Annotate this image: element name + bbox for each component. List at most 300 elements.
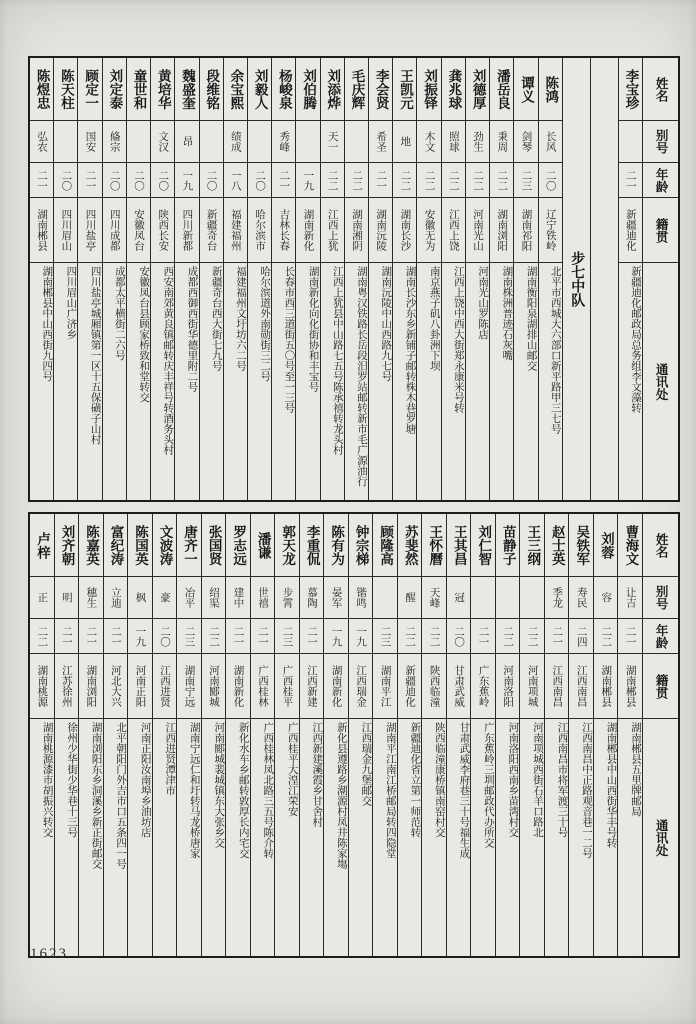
age-cell: 二三 [275,619,299,654]
alias-cell: 弘农 [30,121,53,163]
alias-cell [496,577,520,619]
person-column [53,58,77,500]
unit-divider-column [562,58,590,500]
alias-cell [127,121,150,163]
name-cell: 顾定一 [78,58,101,121]
person-column [397,514,422,956]
native-place-cell: 哈尔滨市 [248,198,271,263]
alias-cell: 豪 [153,577,177,619]
name-cell: 苏斐然 [398,514,422,577]
name-cell: 王三纲 [520,514,544,577]
name-cell: 吴铁军 [569,514,593,577]
address-cell: 湖南粤汉铁路长岳段汨罗站邮转新市毛广源油行 [356,266,368,487]
name-cell: 陈天柱 [54,58,77,121]
address-cell: 湖南平江南江桥邮局转四隐堂 [384,722,396,859]
name-cell: 曹海文 [618,514,642,577]
age-cell: 二一 [618,619,642,654]
native-place-cell: 四川新都 [175,198,198,263]
name-cell: 张国贤 [202,514,226,577]
person-column [392,58,416,500]
person-column [176,514,201,956]
address-cell: 福建福州文圩坊六二号 [234,266,246,371]
native-place-cell: 新疆迪化 [619,198,642,263]
age-cell: 二二 [466,163,489,198]
native-place-cell: 江西南昌 [569,654,593,719]
address-cell: 陕西临潼康桥镇南窑村交 [433,722,445,838]
address-cell: 四川眉山广济乡 [65,266,77,340]
alias-cell: 季龙 [545,577,569,619]
person-column [465,58,489,500]
address-cell: 安徽凤台县顾家桥致和堂转交 [138,266,150,403]
name-cell: 卢梓 [30,514,54,577]
age-cell: 二一 [30,163,53,198]
age-cell: 二〇 [54,163,77,198]
name-cell: 陈煜忠 [30,58,53,121]
age-cell: 二二 [398,619,422,654]
name-cell: 毛庆辉 [345,58,368,121]
native-place-cell: 湖南郴县 [30,198,53,263]
age-cell: 二二 [393,163,416,198]
age-cell: 二〇 [248,163,271,198]
native-place-cell: 江西上犹 [321,198,344,263]
alias-cell: 劲生 [466,121,489,163]
native-place-cell: 四川成都 [103,198,126,263]
alias-cell: 照球 [442,121,465,163]
native-place-cell: 河南洛阳 [496,654,520,719]
name-cell: 黄培华 [151,58,174,121]
person-column [247,58,271,500]
header-label-age: 年龄 [643,163,678,198]
header-label-age: 年龄 [643,619,678,654]
native-place-cell: 湖南新化 [226,654,250,719]
age-cell: 二〇 [103,163,126,198]
address-cell: 江西上饶中西大街郑永康米号转 [452,266,464,413]
alias-cell: 秀峰 [272,121,295,163]
age-cell: 二二 [417,163,440,198]
address-cell: 新化县遵路乡潮源村凤井陈家塲 [335,722,347,869]
alias-cell [296,121,319,163]
age-cell: 二一 [471,619,495,654]
alias-cell: 慕陶 [300,577,324,619]
person-column [223,58,247,500]
address-cell: 河南洛阳西南乡苗湾村交 [507,722,519,838]
person-column [593,514,618,956]
name-cell: 刘齐朝 [55,514,79,577]
name-cell: 王其昌 [447,514,471,577]
native-place-cell: 湖南浏阳 [79,654,103,719]
person-column [77,58,101,500]
alias-cell: 容 [594,577,618,619]
age-cell: 二〇 [200,163,223,198]
person-column [295,58,319,500]
alias-cell [520,577,544,619]
native-place-cell: 河南项城 [520,654,544,719]
native-place-cell: 河南光山 [466,198,489,263]
address-cell: 湖南沅陵中山西路九七号 [380,266,392,382]
native-place-cell: 河南正阳 [128,654,152,719]
alias-cell: 步霄 [275,577,299,619]
native-place-cell: 湖南湘阴 [345,198,368,263]
alias-cell: 世禧 [251,577,275,619]
person-column [513,58,537,500]
native-place-cell: 湖南长沙 [393,198,416,263]
alias-cell: 正 [30,577,54,619]
alias-cell: 天峰 [422,577,446,619]
age-cell: 二三 [514,163,537,198]
address-cell: 新化水车乡邮转敦厚长内宅交 [237,722,249,859]
person-column [201,514,226,956]
age-cell: 二一 [369,163,392,198]
age-cell: 二一 [272,163,295,198]
name-cell: 李宝珍 [619,58,642,121]
alias-cell: 寿民 [569,577,593,619]
name-cell: 龚兆球 [442,58,465,121]
age-cell: 二四 [569,619,593,654]
alias-cell: 晏军 [324,577,348,619]
age-cell: 二二 [345,163,368,198]
alias-cell: 天一 [321,121,344,163]
age-cell: 二三 [373,619,397,654]
alias-cell [345,121,368,163]
native-place-cell: 湖南祁阳 [514,198,537,263]
person-column [617,514,642,956]
address-cell: 江西瑞金九堡邮交 [360,722,372,806]
address-cell: 湖南新化向化街协和丰宝号 [307,266,319,392]
name-cell: 文波涛 [153,514,177,577]
person-column [368,58,392,500]
age-cell: 二二 [321,163,344,198]
native-place-cell: 湖南郴县 [594,654,618,719]
alias-cell: 锴鸣 [349,577,373,619]
person-column [519,514,544,956]
person-column [174,58,198,500]
address-cell: 新疆奇台西大街七九号 [210,266,222,371]
unit-divider-label: 步七中队 [569,251,585,307]
address-cell: 河南正阳汝南埠乡油坊店 [139,722,151,838]
native-place-cell: 湖南郴县 [618,654,642,719]
address-cell: 湖南郴县中山西街九四号 [41,266,53,382]
native-place-cell: 江苏徐州 [55,654,79,719]
header-label-native: 籍贯 [643,198,678,263]
age-cell: 二一 [104,619,128,654]
alias-cell: 冶平 [177,577,201,619]
name-cell: 陈鸿 [539,58,562,121]
person-column [274,514,299,956]
address-cell: 广西桂林凤北路三五号陈介转 [262,722,274,859]
native-place-cell: 新疆迪化 [398,654,422,719]
person-column [152,514,177,956]
person-column [538,58,562,500]
name-cell: 余宝熙 [224,58,247,121]
header-label-name: 姓名 [643,58,678,121]
alias-cell: 醒 [398,577,422,619]
native-place-cell: 湖南桃源 [30,654,54,719]
address-cell: 湖南长沙东乡新铺子邮转株木巷罗塘 [404,266,416,434]
native-place-cell: 四川眉山 [54,198,77,263]
alias-cell: 绍渠 [202,577,226,619]
name-cell: 陈国英 [128,514,152,577]
age-cell: 二二 [422,619,446,654]
name-cell: 赵士英 [545,514,569,577]
person-column [30,514,54,956]
age-cell: 二三 [177,619,201,654]
person-column [150,58,174,500]
address-cell: 湖南郴县中山西街华丰号转 [605,722,617,848]
native-place-cell: 河南郾城 [202,654,226,719]
age-cell: 二一 [79,619,103,654]
age-cell: 二〇 [153,619,177,654]
name-cell: 段维铭 [200,58,223,121]
native-place-cell: 河北大兴 [104,654,128,719]
person-column [344,58,368,500]
age-cell: 二一 [55,619,79,654]
address-cell: 湖南浏阳东乡洞溪乡新正街邮交 [90,722,102,869]
age-cell: 二二 [202,619,226,654]
person-column [199,58,223,500]
address-cell: 湖南桃源漆市胡振兴转交 [41,722,53,838]
alias-cell: 偹宗 [103,121,126,163]
age-cell: 二〇 [447,619,471,654]
address-cell: 哈尔滨道外南勋街三二号 [259,266,271,382]
alias-cell: 木文 [417,121,440,163]
person-column [446,514,471,956]
name-cell: 陈有为 [324,514,348,577]
native-place-cell: 甘肃武威 [447,654,471,719]
address-cell: 江西新建溪霞乡甘舍村 [311,722,323,827]
native-place-cell: 湖南新化 [324,654,348,719]
address-cell: 河南郾城裴城镇东大张乡交 [213,722,225,848]
name-cell: 陈嘉英 [79,514,103,577]
age-cell: 二一 [545,619,569,654]
age-cell: 二〇 [127,163,150,198]
address-cell: 新疆迪化省立第一师范转 [409,722,421,838]
alias-cell [54,121,77,163]
name-cell: 刘定泰 [103,58,126,121]
name-cell: 刘德厚 [466,58,489,121]
person-column [54,514,79,956]
alias-cell [619,121,642,163]
native-place-cell: 广西桂平 [275,654,299,719]
person-column [441,58,465,500]
native-place-cell: 四川盐亭 [78,198,101,263]
address-cell: 南京燕子矶八卦洲下坝 [428,266,440,371]
name-cell: 刘蓉 [594,514,618,577]
name-cell: 王凯元 [393,58,416,121]
name-cell: 刘仁智 [471,514,495,577]
address-cell: 北平市西城大六部口新平路甲三七号 [549,266,561,434]
age-cell: 二二 [442,163,465,198]
native-place-cell: 江西进贤 [153,654,177,719]
blank-divider-column [590,58,618,500]
person-column [544,514,569,956]
age-cell: 二二 [496,619,520,654]
roster-table-top [28,56,680,502]
header-label-alias: 别号 [643,577,678,619]
person-column [103,514,128,956]
native-place-cell: 江西上饶 [442,198,465,263]
name-cell: 潘岳良 [490,58,513,121]
name-cell: 罗志远 [226,514,250,577]
native-place-cell: 湖南新化 [296,198,319,263]
name-cell: 李重侃 [300,514,324,577]
person-column [78,514,103,956]
alias-cell [248,121,271,163]
name-cell: 潘谦 [251,514,275,577]
age-cell: 一九 [296,163,319,198]
person-column [299,514,324,956]
alias-cell: 秉周 [490,121,513,163]
person-column [102,58,126,500]
person-column [30,58,53,500]
address-cell: 西安南郊黄良镇邮转庆丰祥号转酒务头村 [162,266,174,455]
address-cell: 河南项城西街石羊口路北 [531,722,543,838]
age-cell: 一九 [175,163,198,198]
person-column [348,514,373,956]
address-cell: 广东蕉岭三圳邮政代办所交 [482,722,494,848]
name-cell: 钟宗梯 [349,514,373,577]
name-cell: 唐齐一 [177,514,201,577]
alias-cell: 长风 [539,121,562,163]
header-label-alias: 别号 [643,121,678,163]
page-number: 1623 [30,946,68,962]
header-column [642,514,678,956]
person-column [250,514,275,956]
name-cell: 刘添烨 [321,58,344,121]
native-place-cell: 陕西长安 [151,198,174,263]
alias-cell [200,121,223,163]
person-column [271,58,295,500]
native-place-cell: 湖南沅陵 [369,198,392,263]
name-cell: 童世和 [127,58,150,121]
address-cell: 湖南株洲普迹石灰嘴 [501,266,513,361]
native-place-cell: 江西南昌 [545,654,569,719]
name-cell: 刘伯腾 [296,58,319,121]
native-place-cell: 江西瑞金 [349,654,373,719]
header-label-name: 姓名 [643,514,678,577]
alias-cell [471,577,495,619]
name-cell: 谭义 [514,58,537,121]
address-cell: 湖南郴县五里牌邮局 [630,722,641,817]
age-cell: 二二 [490,163,513,198]
name-cell: 王怀曆 [422,514,446,577]
person-column [323,514,348,956]
name-cell: 魏盛奎 [175,58,198,121]
person-column [618,58,642,500]
address-cell: 成都西御西街华德里附二号 [186,266,198,392]
person-column [495,514,520,956]
alias-cell: 地 [393,121,416,163]
name-cell: 刘振铎 [417,58,440,121]
native-place-cell: 湖南平江 [373,654,397,719]
age-cell: 一八 [224,163,247,198]
age-cell: 二二 [520,619,544,654]
native-place-cell: 福建福州 [224,198,247,263]
address-cell: 广西桂平大湟江荣安 [286,722,298,817]
address-cell: 河南光山罗陈店 [477,266,489,340]
alias-cell: 绩成 [224,121,247,163]
age-cell: 二二 [594,619,618,654]
header-label-address: 通讯处 [654,362,669,401]
person-column [320,58,344,500]
name-cell: 富纪涛 [104,514,128,577]
address-cell: 徐州少华街少华巷十三号 [66,722,78,838]
native-place-cell: 江西新建 [300,654,324,719]
alias-cell: 枫 [128,577,152,619]
native-place-cell: 安徽无为 [417,198,440,263]
address-cell: 甘肃武威李府巷三十号福生成 [458,722,470,859]
age-cell: 二二 [30,619,54,654]
native-place-cell: 陕西临潼 [422,654,446,719]
age-cell: 二一 [619,163,642,198]
address-cell: 长春市西三道街五〇号至一三号 [283,266,295,413]
native-place-cell: 湖南宁远 [177,654,201,719]
alias-cell: 冠 [447,577,471,619]
native-place-cell: 广西桂林 [251,654,275,719]
native-place-cell: 新疆奇台 [200,198,223,263]
address-cell: 江西南昌中正路观音巷一二号 [580,722,592,859]
native-place-cell: 安徽凤台 [127,198,150,263]
age-cell: 二一 [78,163,101,198]
native-place-cell: 广东蕉岭 [471,654,495,719]
alias-cell: 文汉 [151,121,174,163]
name-cell: 刘毅人 [248,58,271,121]
address-cell: 江西上犹县中山路七五号陈承禧转龙头村 [331,266,343,455]
address-cell: 新疆迪化邮政局总务组李文藻转 [630,266,641,413]
header-label-address: 通讯处 [654,818,669,857]
header-label-native: 籍贯 [643,654,678,719]
address-cell: 江西南昌市将军渡三十号 [556,722,568,838]
alias-cell: 国安 [78,121,101,163]
name-cell: 苗静子 [496,514,520,577]
header-column [642,58,678,500]
native-place-cell: 湖南浏阳 [490,198,513,263]
person-column [127,514,152,956]
age-cell: 二〇 [539,163,562,198]
name-cell: 郭天龙 [275,514,299,577]
alias-cell: 昂 [175,121,198,163]
name-cell: 杨峻泉 [272,58,295,121]
name-cell: 顾隆高 [373,514,397,577]
age-cell: 二一 [251,619,275,654]
address-cell: 成都太平横街二六号 [113,266,125,361]
age-cell: 一九 [128,619,152,654]
address-cell: 四川盐亭城厢镇第一区十五保磺子山村 [89,266,101,445]
age-cell: 二〇 [151,163,174,198]
person-column [421,514,446,956]
person-column [568,514,593,956]
address-cell: 北平朝阳门外吉市口五条四一号 [115,722,127,869]
alias-cell: 明 [55,577,79,619]
native-place-cell: 辽宁铁岭 [539,198,562,263]
person-column [126,58,150,500]
alias-cell: 立迪 [104,577,128,619]
alias-cell: 穗生 [79,577,103,619]
alias-cell [373,577,397,619]
age-cell: 二一 [226,619,250,654]
address-cell: 湖南衡阳泉湖排山邮交 [525,266,537,371]
native-place-cell: 吉林长春 [272,198,295,263]
age-cell: 一九 [349,619,373,654]
alias-cell: 让吉 [618,577,642,619]
alias-cell: 希圣 [369,121,392,163]
blank-divider-cell [591,58,618,500]
person-column [489,58,513,500]
roster-table-bottom [28,512,680,958]
address-cell: 江西进贤潭津市 [164,722,176,796]
person-column [470,514,495,956]
person-column [416,58,440,500]
alias-cell: 剑琴 [514,121,537,163]
